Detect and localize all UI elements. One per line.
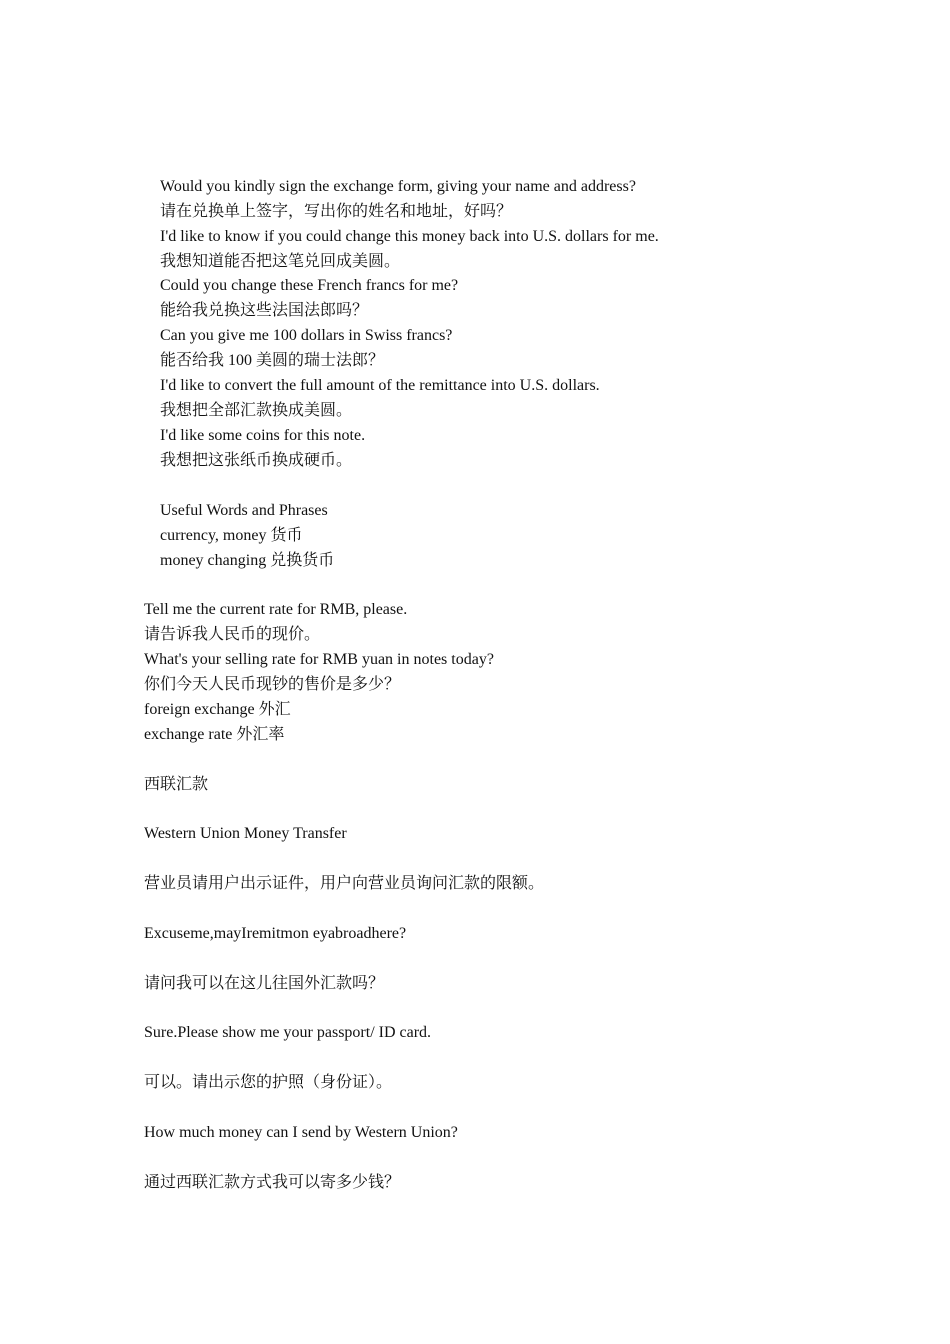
text-line: 我想把这张纸币换成硬币。 bbox=[160, 452, 353, 469]
text-line: I'd like to know if you could change this money back into U.S. dollars for me. bbox=[160, 228, 659, 245]
text-line: Tell me the current rate for RMB, please. bbox=[144, 601, 408, 618]
section-heading: Useful Words and Phrases bbox=[160, 502, 328, 519]
text-line: 营业员请用户出示证件，用户向营业员询问汇款的限额。 bbox=[144, 875, 545, 892]
section-heading: Western Union Money Transfer bbox=[144, 825, 347, 842]
text-line: 能给我兑换这些法国法郎吗？ bbox=[160, 302, 369, 319]
text-line: 通过西联汇款方式我可以寄多少钱？ bbox=[144, 1174, 401, 1191]
text-line: Sure.Please show me your passport/ ID card. bbox=[144, 1024, 432, 1041]
text-line: Can you give me 100 dollars in Swiss francs? bbox=[160, 327, 453, 344]
text-line: I'd like some coins for this note. bbox=[160, 427, 366, 444]
text-line: foreign exchange 外汇 bbox=[144, 701, 291, 718]
text-line: 能否给我 100 美圆的瑞士法郎？ bbox=[160, 352, 385, 369]
text-line: money changing 兑换货币 bbox=[160, 552, 335, 569]
text-line: I'd like to convert the full amount of the remittance into U.S. dollars. bbox=[160, 377, 600, 394]
text-line: How much money can I send by Western Union? bbox=[144, 1124, 458, 1141]
text-line: Excuseme,mayIremitmon eyabroadhere? bbox=[144, 925, 407, 942]
section-heading: 西联汇款 bbox=[144, 776, 209, 793]
text-line: exchange rate 外汇率 bbox=[144, 726, 285, 743]
text-line: 请在兑换单上签字，写出你的姓名和地址，好吗？ bbox=[160, 203, 513, 220]
text-line: 可以。请出示您的护照（身份证）。 bbox=[144, 1074, 393, 1091]
text-line: 请告诉我人民币的现价。 bbox=[144, 626, 321, 643]
text-line: 你们今天人民币现钞的售价是多少？ bbox=[144, 676, 401, 693]
text-line: currency, money 货币 bbox=[160, 527, 303, 544]
text-line: 我想把全部汇款换成美圆。 bbox=[160, 402, 353, 419]
text-line: Would you kindly sign the exchange form, giving your name and address? bbox=[160, 178, 636, 195]
text-line: What's your selling rate for RMB yuan in notes today? bbox=[144, 651, 494, 668]
text-line: 我想知道能否把这笔兑回成美圆。 bbox=[160, 253, 401, 270]
text-line: Could you change these French francs for me? bbox=[160, 277, 459, 294]
text-line: 请问我可以在这儿往国外汇款吗？ bbox=[144, 975, 385, 992]
